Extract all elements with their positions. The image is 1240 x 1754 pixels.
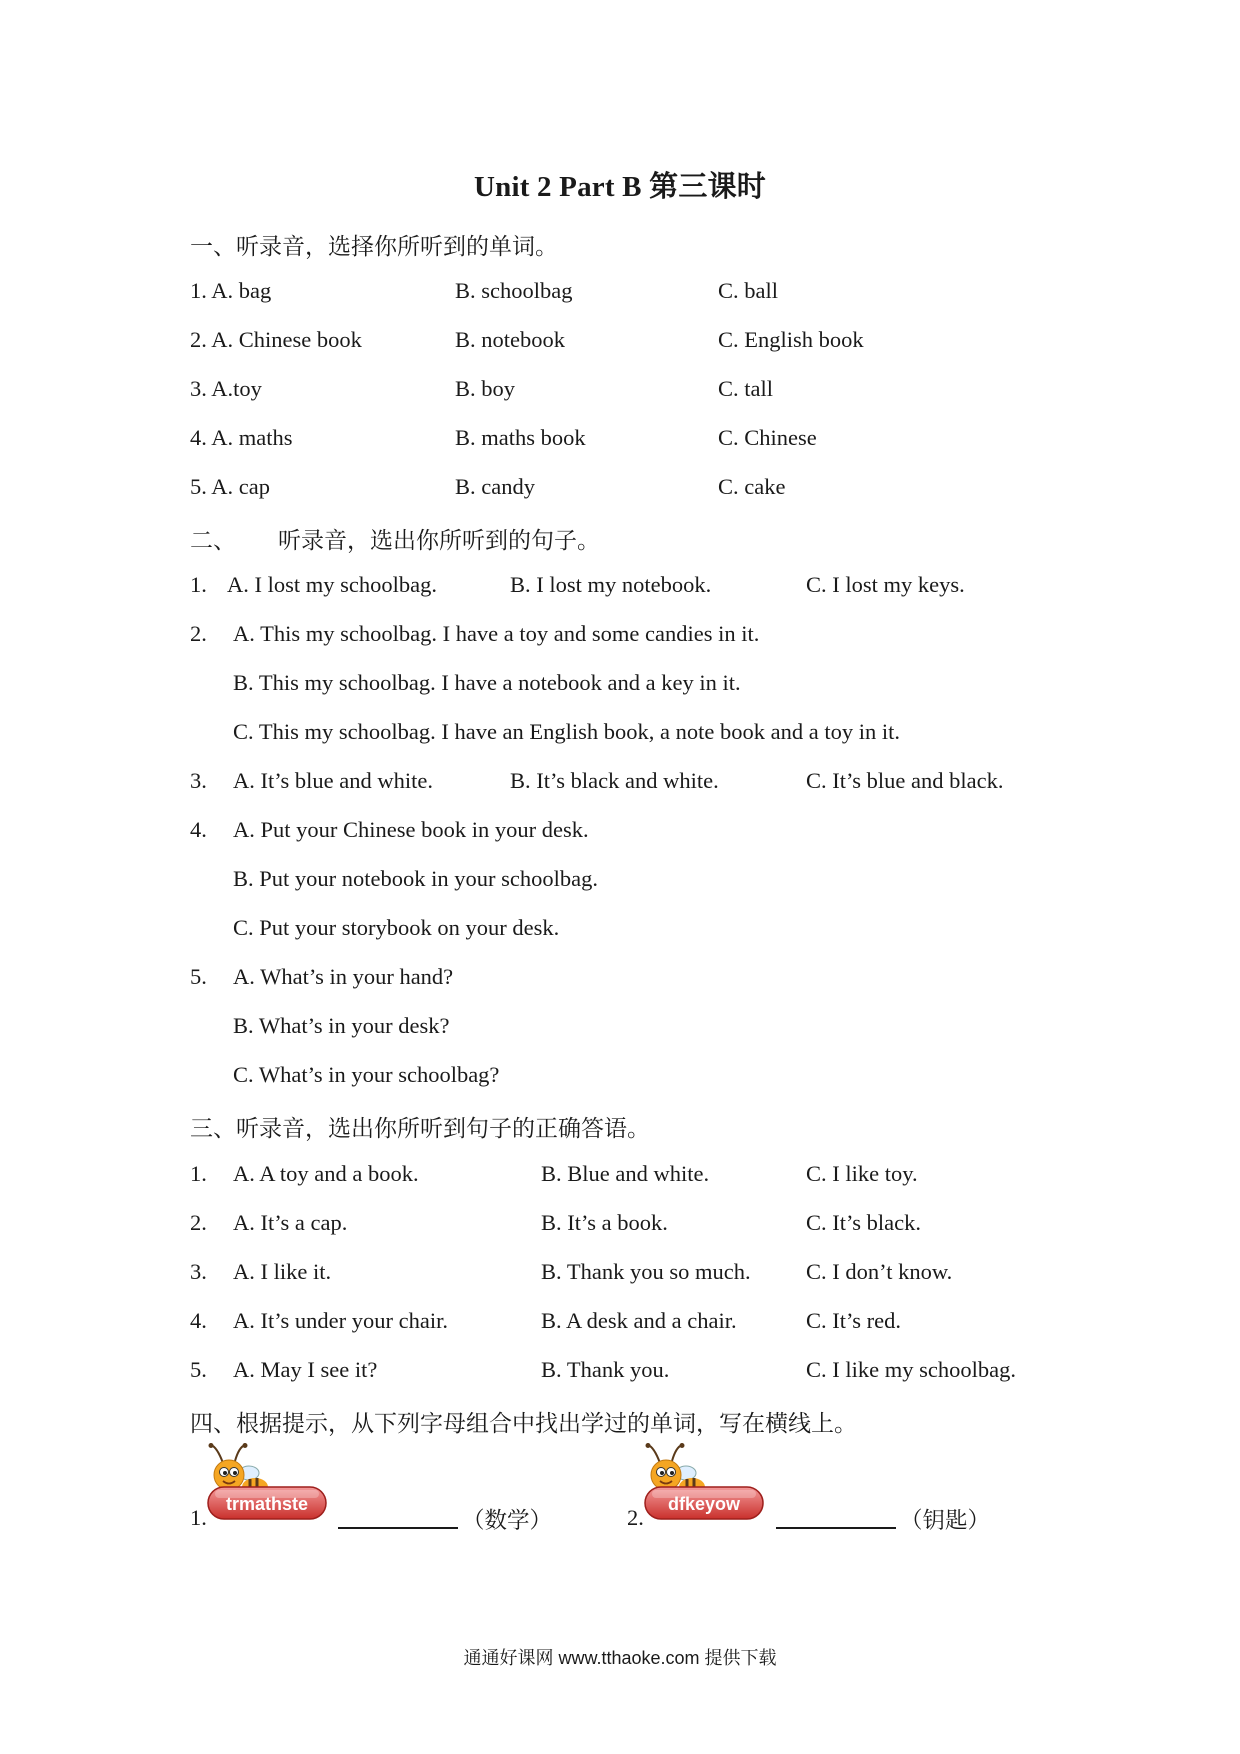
- s2-q2-option-a: A. This my schoolbag. I have a toy and some candies in it.: [233, 621, 760, 646]
- s2-q1-option-b: B. I lost my notebook.: [510, 572, 712, 597]
- s2-q1-option-a: A. I lost my schoolbag.: [227, 572, 437, 597]
- s1-q3-option-c: C. tall: [718, 376, 773, 401]
- s1-q1-option-c: C. ball: [718, 278, 778, 303]
- s3-q5-option-c: C. I like my schoolbag.: [806, 1357, 1016, 1382]
- s4-q2-hint: （钥匙）: [900, 1508, 991, 1533]
- s4-q2-number: 2.: [627, 1505, 644, 1530]
- answer-blank-2[interactable]: [776, 1527, 896, 1529]
- s3-q4-number: 4.: [190, 1308, 207, 1333]
- s3-q2-option-a: A. It’s a cap.: [233, 1210, 348, 1235]
- s1-q1-option-b: B. schoolbag: [455, 278, 573, 303]
- section-2-heading-number: 二、: [190, 528, 236, 553]
- s3-q3-number: 3.: [190, 1259, 207, 1284]
- s1-q4-option-c: C. Chinese: [718, 425, 817, 450]
- s3-q2-option-c: C. It’s black.: [806, 1210, 921, 1235]
- section-2-heading: 听录音，选出你所听到的句子。: [278, 528, 600, 553]
- s3-q5-option-b: B. Thank you.: [541, 1357, 670, 1382]
- s2-q2-option-b: B. This my schoolbag. I have a notebook and a key in it.: [233, 670, 741, 695]
- page-title: Unit 2 Part B 第三课时: [474, 171, 766, 203]
- answer-blank-1[interactable]: [338, 1527, 458, 1529]
- s2-q5-number: 5.: [190, 964, 207, 989]
- s3-q1-option-a: A. A toy and a book.: [233, 1161, 419, 1186]
- s1-q5-option-b: B. candy: [455, 474, 535, 499]
- s2-q5-option-a: A. What’s in your hand?: [233, 964, 454, 989]
- s2-q3-option-b: B. It’s black and white.: [510, 768, 719, 793]
- letter-combination-1: trmathste: [225, 1494, 309, 1514]
- s2-q3-number: 3.: [190, 768, 207, 793]
- s2-q5-option-b: B. What’s in your desk?: [233, 1013, 450, 1038]
- s3-q4-option-b: B. A desk and a chair.: [541, 1308, 737, 1333]
- s3-q5-option-a: A. May I see it?: [233, 1357, 378, 1382]
- s3-q4-option-c: C. It’s red.: [806, 1308, 901, 1333]
- s3-q1-option-c: C. I like toy.: [806, 1161, 918, 1186]
- s2-q5-option-c: C. What’s in your schoolbag?: [233, 1062, 500, 1087]
- s3-q2-option-b: B. It’s a book.: [541, 1210, 668, 1235]
- s3-q1-number: 1.: [190, 1161, 207, 1186]
- bee-letter-card-2: [642, 1443, 767, 1533]
- s2-q4-number: 4.: [190, 817, 207, 842]
- s2-q4-option-a: A. Put your Chinese book in your desk.: [233, 817, 589, 842]
- section-3-heading: 三、听录音，选出你所听到句子的正确答语。: [190, 1116, 650, 1141]
- s3-q4-option-a: A. It’s under your chair.: [233, 1308, 448, 1333]
- s3-q5-number: 5.: [190, 1357, 207, 1382]
- s1-q2-option-c: C. English book: [718, 327, 864, 352]
- s3-q3-option-a: A. I like it.: [233, 1259, 332, 1284]
- bee-letter-card-1: [205, 1443, 330, 1533]
- s4-q1-hint: （数学）: [462, 1508, 553, 1533]
- s1-q4-option-a: 4. A. maths: [190, 425, 293, 450]
- section-1-heading: 一、听录音，选择你所听到的单词。: [190, 234, 558, 259]
- s3-q2-number: 2.: [190, 1210, 207, 1235]
- s4-q1-number: 1.: [190, 1505, 207, 1530]
- s2-q3-option-a: A. It’s blue and white.: [233, 768, 433, 793]
- s3-q1-option-b: B. Blue and white.: [541, 1161, 710, 1186]
- s1-q5-option-c: C. cake: [718, 474, 786, 499]
- s1-q2-option-b: B. notebook: [455, 327, 565, 352]
- s1-q5-option-a: 5. A. cap: [190, 474, 270, 499]
- s1-q4-option-b: B. maths book: [455, 425, 586, 450]
- letter-combination-2: dfkeyow: [667, 1494, 741, 1514]
- s1-q3-option-a: 3. A.toy: [190, 376, 262, 401]
- section-4-heading: 四、根据提示，从下列字母组合中找出学过的单词，写在横线上。: [190, 1411, 857, 1436]
- s2-q2-option-c: C. This my schoolbag. I have an English book, a note book and a toy in it.: [233, 719, 900, 744]
- s2-q2-number: 2.: [190, 621, 207, 646]
- s3-q3-option-c: C. I don’t know.: [806, 1259, 953, 1284]
- footer-source: 通通好课网 www.tthaoke.com 提供下载: [463, 1648, 777, 1668]
- s2-q1-option-c: C. I lost my keys.: [806, 572, 965, 597]
- s2-q3-option-c: C. It’s blue and black.: [806, 768, 1004, 793]
- s1-q1-option-a: 1. A. bag: [190, 278, 272, 303]
- s2-q4-option-b: B. Put your notebook in your schoolbag.: [233, 866, 598, 891]
- s2-q4-option-c: C. Put your storybook on your desk.: [233, 915, 560, 940]
- s1-q2-option-a: 2. A. Chinese book: [190, 327, 362, 352]
- s3-q3-option-b: B. Thank you so much.: [541, 1259, 751, 1284]
- s1-q3-option-b: B. boy: [455, 376, 516, 401]
- s2-q1-number: 1.: [190, 572, 207, 597]
